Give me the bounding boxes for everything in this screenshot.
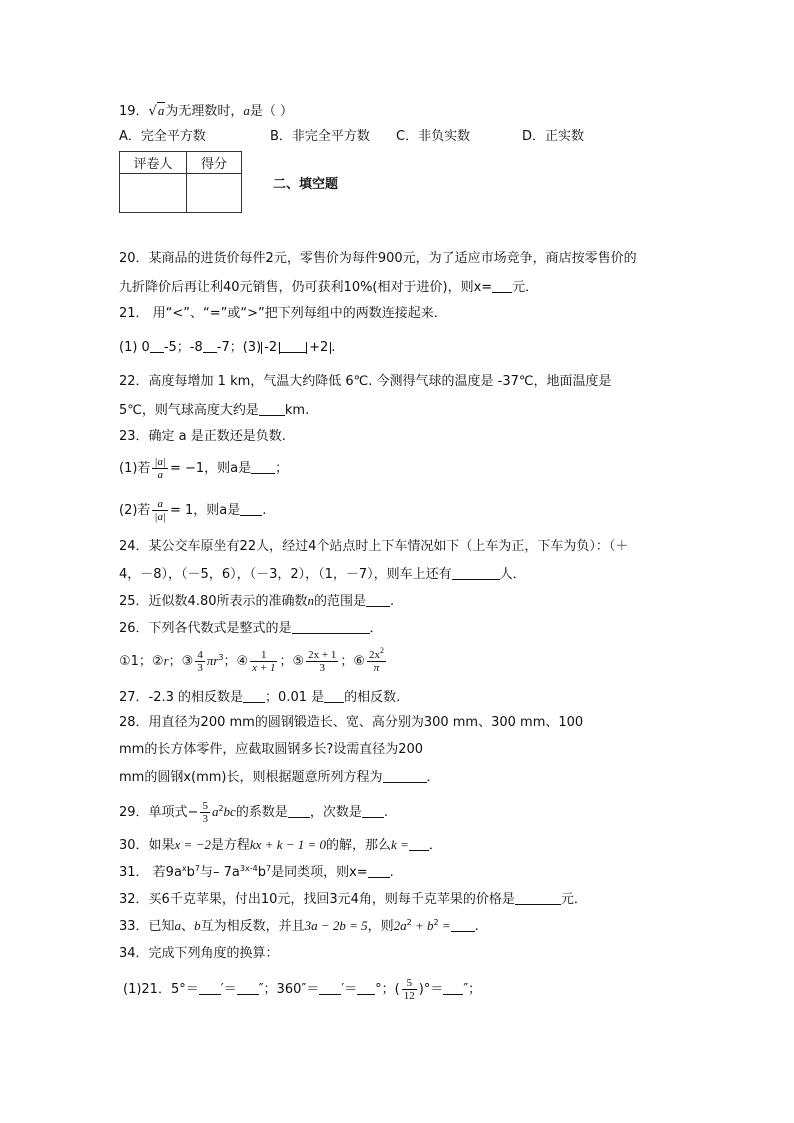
- answer-blank[interactable]: [237, 980, 259, 995]
- option-a[interactable]: A．完全平方数: [119, 129, 206, 144]
- answer-blank[interactable]: [362, 803, 384, 818]
- answer-blank[interactable]: [492, 278, 512, 293]
- question-24-line1: 24．某公交车原坐有22人，经过4个站点时上下车情况如下（上车为正，下车为负）：（＋: [119, 539, 629, 554]
- answer-blank[interactable]: [357, 980, 375, 995]
- answer-blank[interactable]: [199, 980, 221, 995]
- answer-blank[interactable]: [443, 980, 463, 995]
- question-20-line1: 20．某商品的进货价每件2元，零售价为每件900元，为了适应市场竞争，商店按零售价的: [119, 251, 637, 266]
- score-header: 得分: [187, 152, 242, 174]
- question-28-line2: mm的长方体零件，应截取圆钢多长?设需直径为200: [119, 742, 424, 757]
- score-cell[interactable]: [187, 174, 242, 213]
- question-26-items: ①1；②r；③ $\frac{4}{3}$ $\pi r^3$；④ $\frac{1}{x + 1}$ ；⑤ $\frac{2x + 1}{3}$ ；⑥ $\frac{2x^2}{\pi}$: [119, 646, 384, 674]
- fraction: $\frac{2x^2}{\pi}$: [368, 646, 384, 674]
- reviewer-header: 评卷人: [120, 152, 187, 174]
- answer-blank[interactable]: [451, 917, 475, 932]
- question-21-line1: 21． 用“<”、“=”或“>”把下列每组中的两数连接起来.: [119, 306, 438, 321]
- fraction: $\frac{2x + 1}{3}$: [308, 649, 337, 674]
- question-22-line1: 22．高度每增加 1 km，气温大约降低 6℃. 今测得气球的温度是 -37℃，地面温度是: [119, 374, 612, 389]
- question-34-part1: (1)21．5°＝ ′＝ ″；360″＝ ′＝ °；( $\frac{5}{12}$ )°＝ ″；: [123, 977, 482, 1002]
- question-25: 25．近似数4.80所表示的准确数n的范围是 .: [119, 593, 395, 609]
- question-31: 31． 若$9a^xb^7$与– $7a^{3x-4}b^7$是同类项，则x= .: [119, 864, 394, 880]
- answer-blank[interactable]: [280, 338, 306, 353]
- fraction: $\frac{5}{3}$: [202, 800, 208, 825]
- fraction: $\frac{5}{12}$: [403, 977, 415, 1002]
- question-21-line2: (1) 0 -5；-8 -7；(3) -2 +2 .: [119, 340, 336, 355]
- reviewer-cell[interactable]: [120, 174, 187, 213]
- fraction: $\frac{4}{3}$: [197, 649, 203, 674]
- abs-value: -2: [261, 342, 280, 354]
- option-b[interactable]: B．非完全平方数: [270, 129, 370, 144]
- option-d[interactable]: D．正实数: [522, 129, 585, 144]
- question-28-line3: mm的圆钢x(mm)长，则根据题意所列方程为 ．: [119, 770, 440, 785]
- question-22-line2: 5℃，则气球高度大约是 km.: [119, 403, 310, 418]
- answer-blank[interactable]: [240, 501, 262, 516]
- answer-blank[interactable]: [452, 565, 500, 580]
- answer-blank[interactable]: [368, 863, 390, 878]
- question-32: 32．买6千克苹果，付出10元，找回3元4角，则每千克苹果的价格是 元．: [119, 892, 587, 907]
- abs-value: +2: [306, 342, 331, 354]
- fraction: $\frac{|a|}{a}$: [154, 456, 166, 481]
- question-20-line2: 九折降价后再让利40元销售，仍可获利10%(相对于进价)，则x= 元．: [119, 280, 539, 295]
- score-table: [119, 151, 242, 213]
- answer-blank[interactable]: [251, 459, 275, 474]
- question-19: 19．√a为无理数时，a是（ ）: [119, 103, 293, 119]
- question-30: 30．如果x = −2是方程kx + k − 1 = 0的解，那么k = ．: [119, 837, 442, 853]
- option-c[interactable]: C．非负实数: [396, 129, 471, 144]
- answer-blank[interactable]: [288, 803, 310, 818]
- answer-blank[interactable]: [383, 768, 427, 783]
- question-29: 29．单项式− $\frac{5}{3}$ $a^2bc$的系数是 ，次数是 .: [119, 800, 388, 825]
- answer-blank[interactable]: [203, 338, 217, 353]
- fraction: $\frac{1}{x + 1}$: [252, 649, 276, 674]
- answer-blank[interactable]: [515, 890, 561, 905]
- question-27: 27．-2.3 的相反数是 ；0.01 是 的相反数.: [119, 690, 401, 705]
- question-28-line1: 28．用直径为200 mm的圆钢锻造长、宽、高分别为300 mm、300 mm、100: [119, 715, 584, 730]
- answer-blank[interactable]: [259, 401, 285, 416]
- question-24-line2: 4，－8），（－5，6），（－3，2），（1，－7），则车上还有 人．: [119, 567, 526, 582]
- question-23-line1: 23．确定 a 是正数还是负数.: [119, 429, 286, 444]
- question-number: 19．: [119, 104, 149, 119]
- question-33: 33．已知a、b互为相反数，并且3a − 2b = 5，则$2a^2 + b^2$ = .: [119, 918, 479, 934]
- answer-blank[interactable]: [292, 619, 370, 634]
- question-26-line1: 26．下列各代数式是整式的是 ．: [119, 621, 383, 636]
- question-23-part2: (2)若 $\frac{a}{|a|}$ = 1，则a是 .: [119, 498, 267, 523]
- question-23-part1: (1)若 $\frac{|a|}{a}$ = −1，则a是 ；: [119, 456, 289, 481]
- answer-blank[interactable]: [150, 338, 164, 353]
- answer-blank[interactable]: [409, 836, 429, 851]
- answer-blank[interactable]: [319, 980, 341, 995]
- fraction: $\frac{a}{|a|}$: [154, 498, 166, 523]
- answer-blank[interactable]: [324, 688, 344, 703]
- answer-blank[interactable]: [366, 592, 390, 607]
- question-34-line1: 34．完成下列角度的换算：: [119, 946, 279, 961]
- answer-blank[interactable]: [243, 688, 265, 703]
- section-title: 二、填空题: [273, 177, 339, 192]
- sqrt-a: √a: [148, 103, 165, 119]
